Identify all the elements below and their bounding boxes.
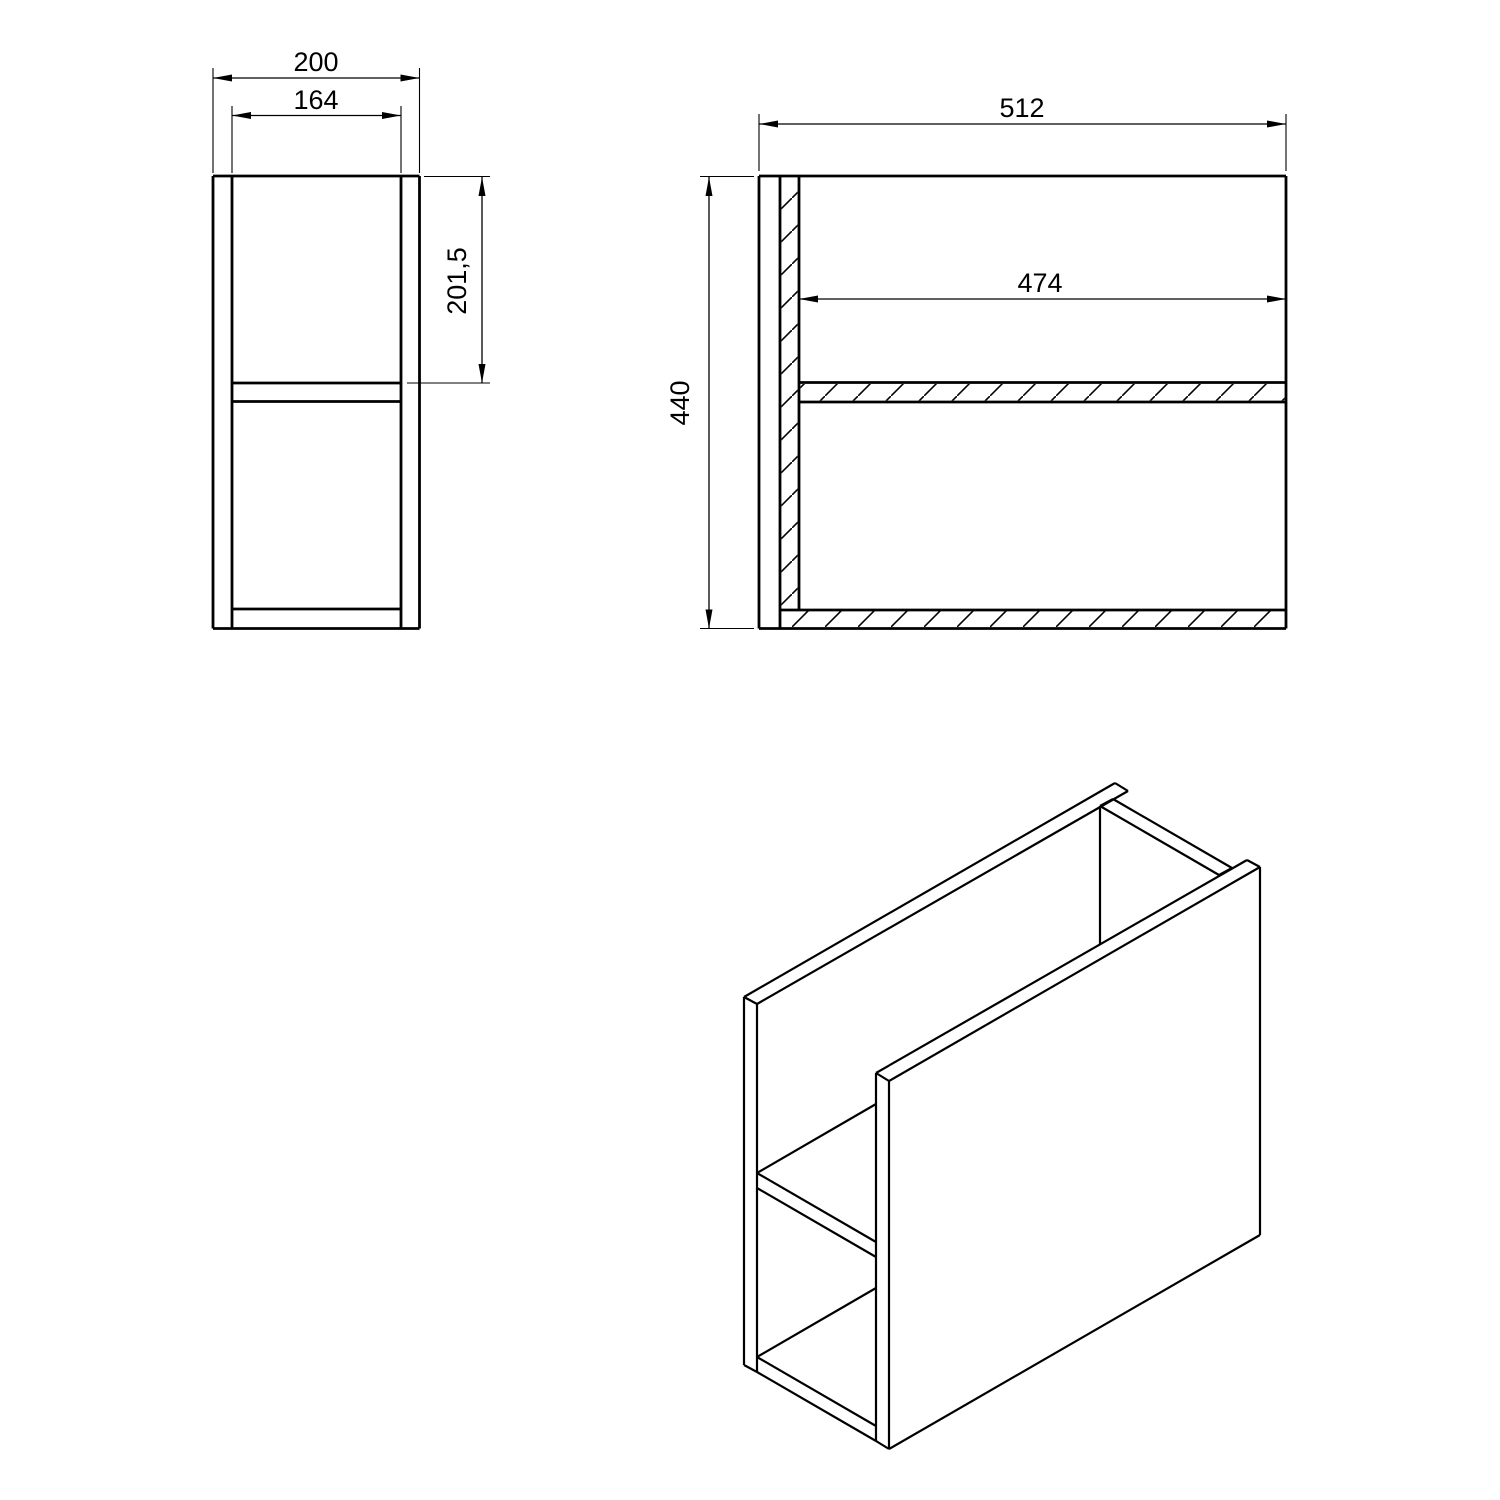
back-panel-hatch	[782, 177, 798, 609]
dim-side-inner-depth-label: 474	[1017, 268, 1063, 298]
dim-side-height-label: 440	[665, 380, 695, 426]
dim-front-inner-width-label: 164	[293, 85, 339, 115]
middle-shelf-hatch	[801, 384, 1285, 401]
bottom-shelf-hatch	[782, 611, 1285, 627]
dim-front-outer-width-label: 200	[293, 47, 339, 77]
dim-side-outer-depth-label: 512	[999, 93, 1045, 123]
dim-front-upper-height-label: 201,5	[442, 247, 472, 315]
